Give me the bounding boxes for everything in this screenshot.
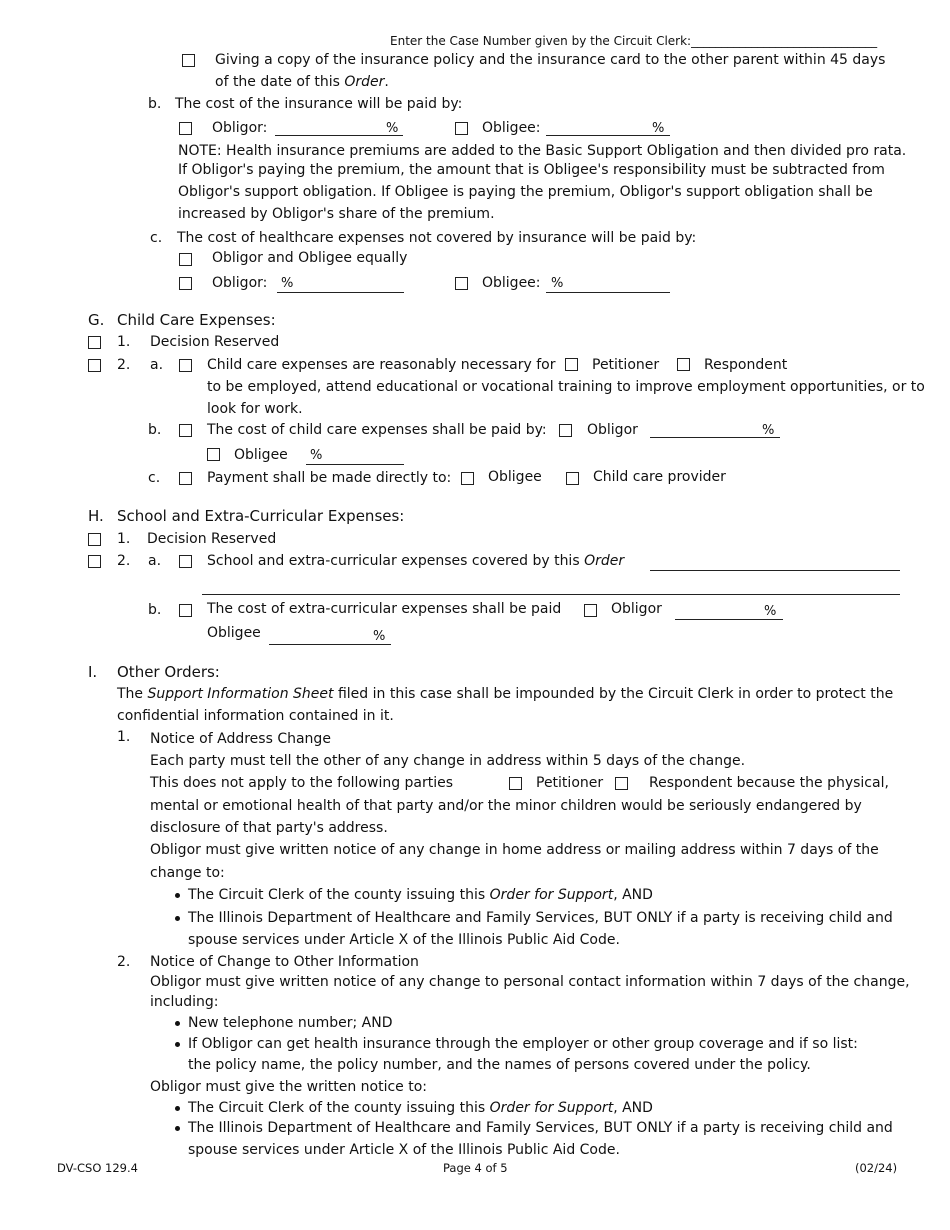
g2a-text: Child care expenses are reasonably necessary for [207, 357, 556, 373]
g2a-petitioner-checkbox[interactable] [565, 358, 578, 371]
address-text-3: mental or emotional health of that party and/or the minor children would be seriously endangered by [150, 798, 862, 814]
g1-number: 1. [117, 334, 131, 350]
g2b-obligee-checkbox[interactable] [207, 448, 220, 461]
g2c-provider-checkbox[interactable] [566, 472, 579, 485]
h1-number: 1. [117, 531, 131, 547]
h2b-obligee-label: Obligee [207, 625, 261, 641]
h2b-text: The cost of extra-curricular expenses shall be paid [207, 601, 562, 617]
equally-label: Obligor and Obligee equally [212, 250, 408, 266]
i2-title: Notice of Change to Other Information [150, 954, 419, 970]
section-h-letter: H. [88, 507, 104, 525]
give-bullet-1: The Circuit Clerk of the county issuing this Order for Support, AND [188, 1100, 653, 1116]
give-bullet-2: The Illinois Department of Healthcare and Family Services, BUT ONLY if a party is receiving child and [188, 1120, 893, 1136]
percent-sign: % [373, 629, 386, 644]
address-petitioner-label: Petitioner [536, 775, 604, 791]
info-bullet-2b: the policy name, the policy number, and the names of persons covered under the policy. [188, 1057, 811, 1073]
g1-reserved: Decision Reserved [150, 334, 280, 350]
impound-text-2: confidential information contained in it. [117, 708, 394, 724]
section-h-title: School and Extra-Curricular Expenses: [117, 507, 405, 525]
address-respondent-checkbox[interactable] [615, 777, 628, 790]
g2c-label: c. [148, 470, 161, 486]
item-c-label: c. [150, 230, 163, 246]
address-bullet-2: The Illinois Department of Healthcare and Family Services, BUT ONLY if a party is receiving child and [188, 910, 893, 926]
form-date: (02/24) [855, 1161, 898, 1175]
address-text-5: Obligor must give written notice of any change in home address or mailing address within 7 days of the [150, 842, 879, 858]
copy-policy-text: Giving a copy of the insurance policy and the insurance card to the other parent within 45 days [215, 52, 886, 68]
healthcare-obligor-percent-field[interactable] [277, 278, 404, 293]
address-respondent-label: Respondent because the physical, [649, 775, 889, 791]
healthcare-obligor-checkbox[interactable] [179, 277, 192, 290]
bullet-icon [175, 1021, 180, 1026]
form-id: DV-CSO 129.4 [57, 1161, 138, 1175]
healthcare-obligor-label: Obligor: [212, 275, 268, 291]
bullet-icon [175, 1106, 180, 1111]
percent-sign: % [762, 423, 775, 438]
g2-number: 2. [117, 357, 131, 373]
insurance-cost-text: The cost of the insurance will be paid by: [175, 96, 463, 112]
insurance-obligor-percent-field[interactable] [275, 121, 403, 136]
h2-checkbox[interactable] [88, 555, 101, 568]
healthcare-obligee-checkbox[interactable] [455, 277, 468, 290]
g2b-checkbox[interactable] [179, 424, 192, 437]
g2c-obligee-label: Obligee [488, 469, 542, 485]
copy-policy-text-2: of the date of this Order. [215, 74, 389, 90]
percent-sign: % [551, 276, 564, 291]
h2a-expenses-field[interactable] [650, 556, 900, 571]
healthcare-obligee-label: Obligee: [482, 275, 541, 291]
info-text-2: including: [150, 994, 219, 1010]
note-line-1: NOTE: Health insurance premiums are added to the Basic Support Obligation and then divided pro rata. [178, 143, 907, 159]
g2b-obligee-label: Obligee [234, 447, 288, 463]
note-line-2: If Obligor's paying the premium, the amount that is Obligee's responsibility must be subtracted from [178, 162, 885, 178]
bullet-icon [175, 916, 180, 921]
give-notice-text: Obligor must give the written notice to: [150, 1079, 427, 1095]
note-line-4: increased by Obligor's share of the premium. [178, 206, 495, 222]
i2-number: 2. [117, 954, 131, 970]
percent-sign: % [310, 448, 323, 463]
section-g-title: Child Care Expenses: [117, 311, 276, 329]
g2c-text: Payment shall be made directly to: [207, 470, 452, 486]
insurance-obligee-label: Obligee: [482, 120, 541, 136]
healthcare-obligee-percent-field[interactable] [546, 278, 670, 293]
impound-text-1: The Support Information Sheet filed in this case shall be impounded by the Circuit Clerk in order to protect the [117, 686, 894, 702]
g2-checkbox[interactable] [88, 359, 101, 372]
info-bullet-2: If Obligor can get health insurance through the employer or other group coverage and if so list: [188, 1036, 858, 1052]
g2c-provider-label: Child care provider [593, 469, 726, 485]
g2b-obligor-checkbox[interactable] [559, 424, 572, 437]
g2b-obligor-label: Obligor [587, 422, 638, 438]
percent-sign: % [281, 276, 294, 291]
h2a-text: School and extra-curricular expenses covered by this Order [207, 553, 625, 569]
g2b-text: The cost of child care expenses shall be paid by: [207, 422, 547, 438]
info-bullet-1: New telephone number; AND [188, 1015, 393, 1031]
h2a-checkbox[interactable] [179, 555, 192, 568]
h2-number: 2. [117, 553, 131, 569]
g2a-text-2: to be employed, attend educational or vocational training to improve employment opportunities, or to [207, 379, 925, 395]
address-text-6: change to: [150, 865, 225, 881]
h2b-label: b. [148, 602, 162, 618]
percent-sign: % [386, 121, 399, 136]
g1-checkbox[interactable] [88, 336, 101, 349]
percent-sign: % [764, 604, 777, 619]
h2a-label: a. [148, 553, 162, 569]
address-petitioner-checkbox[interactable] [509, 777, 522, 790]
info-text-1: Obligor must give written notice of any change to personal contact information within 7 days of the change, [150, 974, 910, 990]
copy-policy-checkbox[interactable] [182, 54, 195, 67]
address-bullet-2b: spouse services under Article X of the Illinois Public Aid Code. [188, 932, 620, 948]
section-i-title: Other Orders: [117, 663, 220, 681]
equally-checkbox[interactable] [179, 253, 192, 266]
i1-title: Notice of Address Change [150, 731, 331, 747]
insurance-obligor-checkbox[interactable] [179, 122, 192, 135]
section-g-letter: G. [88, 311, 105, 329]
bullet-icon [175, 1042, 180, 1047]
address-text-2: This does not apply to the following parties [150, 775, 454, 791]
give-bullet-2b: spouse services under Article X of the Illinois Public Aid Code. [188, 1142, 620, 1158]
page-number: Page 4 of 5 [443, 1161, 508, 1175]
insurance-obligor-label: Obligor: [212, 120, 268, 136]
bullet-icon [175, 1126, 180, 1131]
g2a-label: a. [150, 357, 164, 373]
h2b-obligor-checkbox[interactable] [584, 604, 597, 617]
h2a-expenses-field-2[interactable] [202, 580, 900, 595]
percent-sign: % [652, 121, 665, 136]
g2c-obligee-checkbox[interactable] [461, 472, 474, 485]
g2b-label: b. [148, 422, 162, 438]
address-text-4: disclosure of that party's address. [150, 820, 388, 836]
g2a-text-3: look for work. [207, 401, 303, 417]
g2a-petitioner-label: Petitioner [592, 357, 660, 373]
h1-reserved: Decision Reserved [147, 531, 277, 547]
case-number-label: Enter the Case Number given by the Circuit Clerk:_______________________________ [390, 34, 878, 48]
g2c-checkbox[interactable] [179, 472, 192, 485]
address-text-1: Each party must tell the other of any change in address within 5 days of the change. [150, 753, 746, 769]
g2a-checkbox[interactable] [179, 359, 192, 372]
healthcare-cost-text: The cost of healthcare expenses not covered by insurance will be paid by: [177, 230, 697, 246]
h1-checkbox[interactable] [88, 533, 101, 546]
h2b-obligor-label: Obligor [611, 601, 662, 617]
note-line-3: Obligor's support obligation. If Obligee is paying the premium, Obligor's support obligation shall be [178, 184, 873, 200]
bullet-icon [175, 893, 180, 898]
h2b-checkbox[interactable] [179, 604, 192, 617]
g2a-respondent-checkbox[interactable] [677, 358, 690, 371]
insurance-obligee-checkbox[interactable] [455, 122, 468, 135]
section-i-letter: I. [88, 663, 98, 681]
item-b-label: b. [148, 96, 162, 112]
g2b-obligor-percent-field[interactable] [650, 423, 780, 438]
address-bullet-1: The Circuit Clerk of the county issuing this Order for Support, AND [188, 887, 653, 903]
i1-number: 1. [117, 729, 131, 745]
g2a-respondent-label: Respondent [704, 357, 788, 373]
